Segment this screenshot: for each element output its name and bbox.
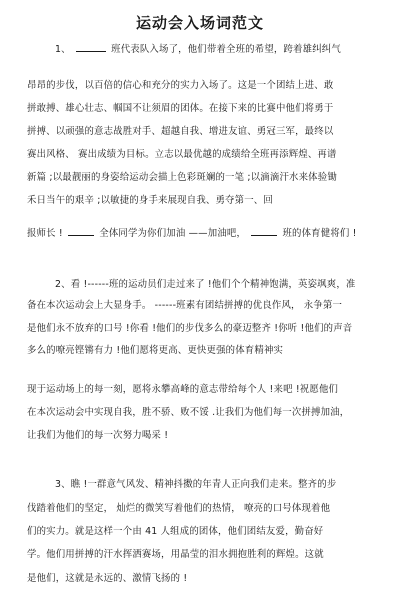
paragraph-1-line-3: 拼敢搏、雄心壮志、帼国不让须眉的团体。在接下来的比赛中他们将勇于 [27, 103, 334, 114]
paragraph-1-line-7: 禾日当午的艰辛 ;以敏捷的身手来展现自我、勇夺第一、回 [27, 195, 273, 206]
paragraph-2-line-4: 多么的嘹亮铿锵有力 !他们愿将更高、更快更强的体育精神实 [27, 345, 284, 356]
paragraph-3-line-2: 伐踏着他们的坚定， 灿烂的微笑写着他们的热情， 嘹亮的口号体现着他 [27, 503, 331, 514]
paragraph-1-line-8 [27, 226, 379, 240]
paragraph-1-line-8-part-a: 报师长 ! [27, 228, 63, 239]
paragraph-2-line-3: 是他们永不放弃的口号 !你看 !他们的步伐多么的豪迈整齐 !你听 !他们的声音 [27, 323, 353, 334]
fill-in-blank [251, 226, 277, 236]
paragraph-1-line-4: 拼搏、以顽强的意志战胜对手、超越自我、增进友谊、勇冠三军，最终以 [27, 126, 334, 137]
paragraph-3-line-4: 学。他们用拼搏的汗水挥洒赛场，用晶莹的泪水拥抱胜利的辉煌。这就 [27, 549, 324, 560]
paragraph-1-line-1 [55, 42, 379, 56]
paragraph-1-line-8-part-c: 班的体育健将们 ! [282, 228, 357, 239]
paragraph-1-line-8-part-b: 全体同学为你们加油 ——加油吧， [99, 228, 247, 239]
paragraph-3-line-1: 3、瞧 !一群意气风发、精神抖擞的年青人正向我们走来。整齐的步 [55, 479, 337, 490]
paragraph-3-line-3: 们的实力。就是这样一个由 41 人组成的团体，他们团结友爱，勤奋好 [27, 526, 324, 537]
paragraph-2-line-7: 让我们为他们的每一次努力喝采 ! [27, 430, 169, 441]
paragraph-1-line-6: 新篇 ;以最靓丽的身姿给运动会描上色彩斑斓的一笔 ;以滴滴汗水来体验锄 [27, 172, 337, 183]
paragraph-3-line-5: 是他们，这就是永远的、激情飞扬的 ! [27, 573, 188, 584]
paragraph-2-line-6: 在本次运动会中实现自我，胜不骄、败不馁 .让我们为他们每一次拼搏加油， [27, 407, 350, 418]
page-title: 运动会入场词范文 [135, 14, 264, 32]
fill-in-blank [68, 226, 94, 236]
paragraph-1-line-1-text: 班代表队入场了，他们带着全班的希望，跨着雄纠纠气 [111, 44, 341, 55]
paragraph-1-line-5: 赛出风格、 赛出成绩为目标。立志以最优越的成绩给全班再添辉煌、再谱 [27, 149, 337, 160]
paragraph-2-line-2: 备在本次运动会上大显身手。 ------班素有团结拼搏的优良作风， 永争第一 [27, 300, 343, 311]
paragraph-1-line-2: 昂昂的步伐，以百倍的信心和充分的实力入场了。这是一个团结上进、敢 [27, 80, 334, 91]
fill-in-blank [76, 42, 106, 52]
paragraph-2-line-1: 2、看 !------班的运动员们走过来了 !他们个个精神饱满，英姿飒爽，准 [55, 279, 356, 290]
paragraph-2-line-5: 现于运动场上的每一刻，愿将永攀高峰的意志带给每个人 !来吧 !祝愿他们 [27, 384, 339, 395]
paragraph-1-number: 1、 [55, 44, 71, 55]
